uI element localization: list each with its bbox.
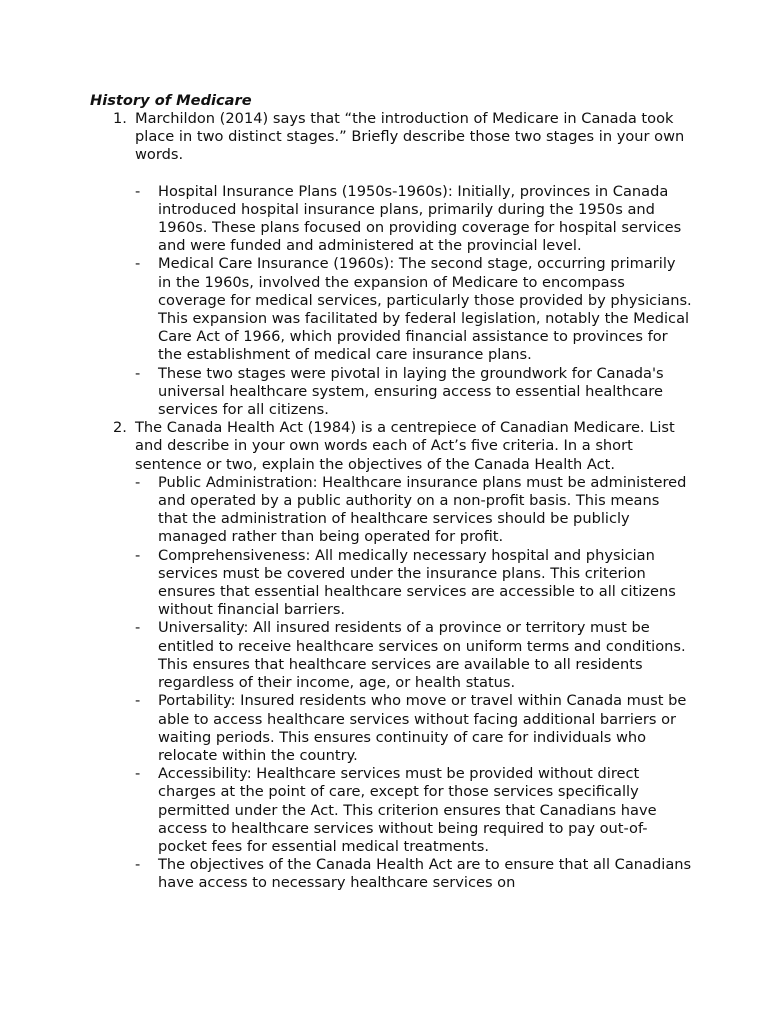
answer-item <box>135 619 693 692</box>
answer-item <box>135 255 693 364</box>
dash-bullet: - <box>135 182 141 200</box>
dash-bullet: - <box>135 856 141 874</box>
answer-text: Portability: Insured residents who move or travel within Canada must be able to access healthcare services without facing additional barriers or waiting periods. This ensures continuity of care for individuals who relocate within the country. <box>158 692 687 764</box>
answer-text: Comprehensiveness: All medically necessary hospital and physician services must be covered under the insurance plans. This criterion ensures that essential healthcare services are accessible to all citizens without financial barriers. <box>158 546 676 619</box>
question-1 <box>113 110 693 419</box>
dash-bullet: - <box>135 255 141 273</box>
answer-list <box>135 183 693 420</box>
dash-bullet: - <box>135 546 141 564</box>
dash-bullet: - <box>135 765 141 783</box>
answer-text: These two stages were pivotal in laying the groundwork for Canada's universal healthcare system, ensuring access to essential healthcare services for all citizens. <box>158 364 664 419</box>
document-title: History of Medicare <box>90 92 252 109</box>
answer-list <box>135 474 693 893</box>
question-2 <box>113 419 693 892</box>
answer-item <box>135 365 693 420</box>
answer-text: Medical Care Insurance (1960s): The second stage, occurring primarily in the 1960s, involved the expansion of Medicare to encompass coverage for medical services, particularly those provided by physicians. This expansion was facilitated by federal legislation, notably the Medical Care Act of 1966, which provided financial assistance to provinces for the establishment of medical care insurance plans. <box>158 255 692 364</box>
dash-bullet: - <box>135 619 141 637</box>
answer-text: Hospital Insurance Plans (1950s-1960s): Initially, provinces in Canada introduced hospital insurance plans, primarily during the 1950s and 1960s. These plans focused on providing coverage for hospital services and were funded and administered at the provincial level. <box>158 182 682 255</box>
answer-text: Accessibility: Healthcare services must be provided without direct charges at the point of care, except for those services specifically permitted under the Act. This criterion ensures that Canadians have access to healthcare services without being required to pay out-of-pocket fees for essential medical treatments. <box>158 765 657 855</box>
answer-item <box>135 183 693 256</box>
answer-item <box>135 856 693 892</box>
answer-text: Universality: All insured residents of a province or territory must be entitled to receive healthcare services on uniform terms and conditions. This ensures that healthcare services are available to all residents regardless of their income, age, or health status. <box>158 619 686 692</box>
blank-line <box>135 165 693 183</box>
answer-text: The objectives of the Canada Health Act are to ensure that all Canadians have access to necessary healthcare services on <box>158 856 692 892</box>
answer-item <box>135 765 693 856</box>
answer-item <box>135 547 693 620</box>
dash-bullet: - <box>135 692 141 710</box>
dash-bullet: - <box>135 473 141 491</box>
answer-item <box>135 474 693 547</box>
question-number: 1. <box>113 110 127 127</box>
question-text: The Canada Health Act (1984) is a centrepiece of Canadian Medicare. List and describe in your own words each of Act’s five criteria. In a short sentence or two, explain the objectives of the Canada Health Act. <box>135 419 675 473</box>
answer-item <box>135 692 693 765</box>
question-number: 2. <box>113 419 127 437</box>
dash-bullet: - <box>135 364 141 382</box>
question-list <box>113 110 693 893</box>
answer-text: Public Administration: Healthcare insurance plans must be administered and operated by a public authority on a non-profit basis. This means that the administration of healthcare services should be publicly managed rather than being operated for profit. <box>158 473 687 546</box>
question-text: Marchildon (2014) says that “the introduction of Medicare in Canada took place in two distinct stages.” Briefly describe those two stages in your own words. <box>135 110 685 164</box>
